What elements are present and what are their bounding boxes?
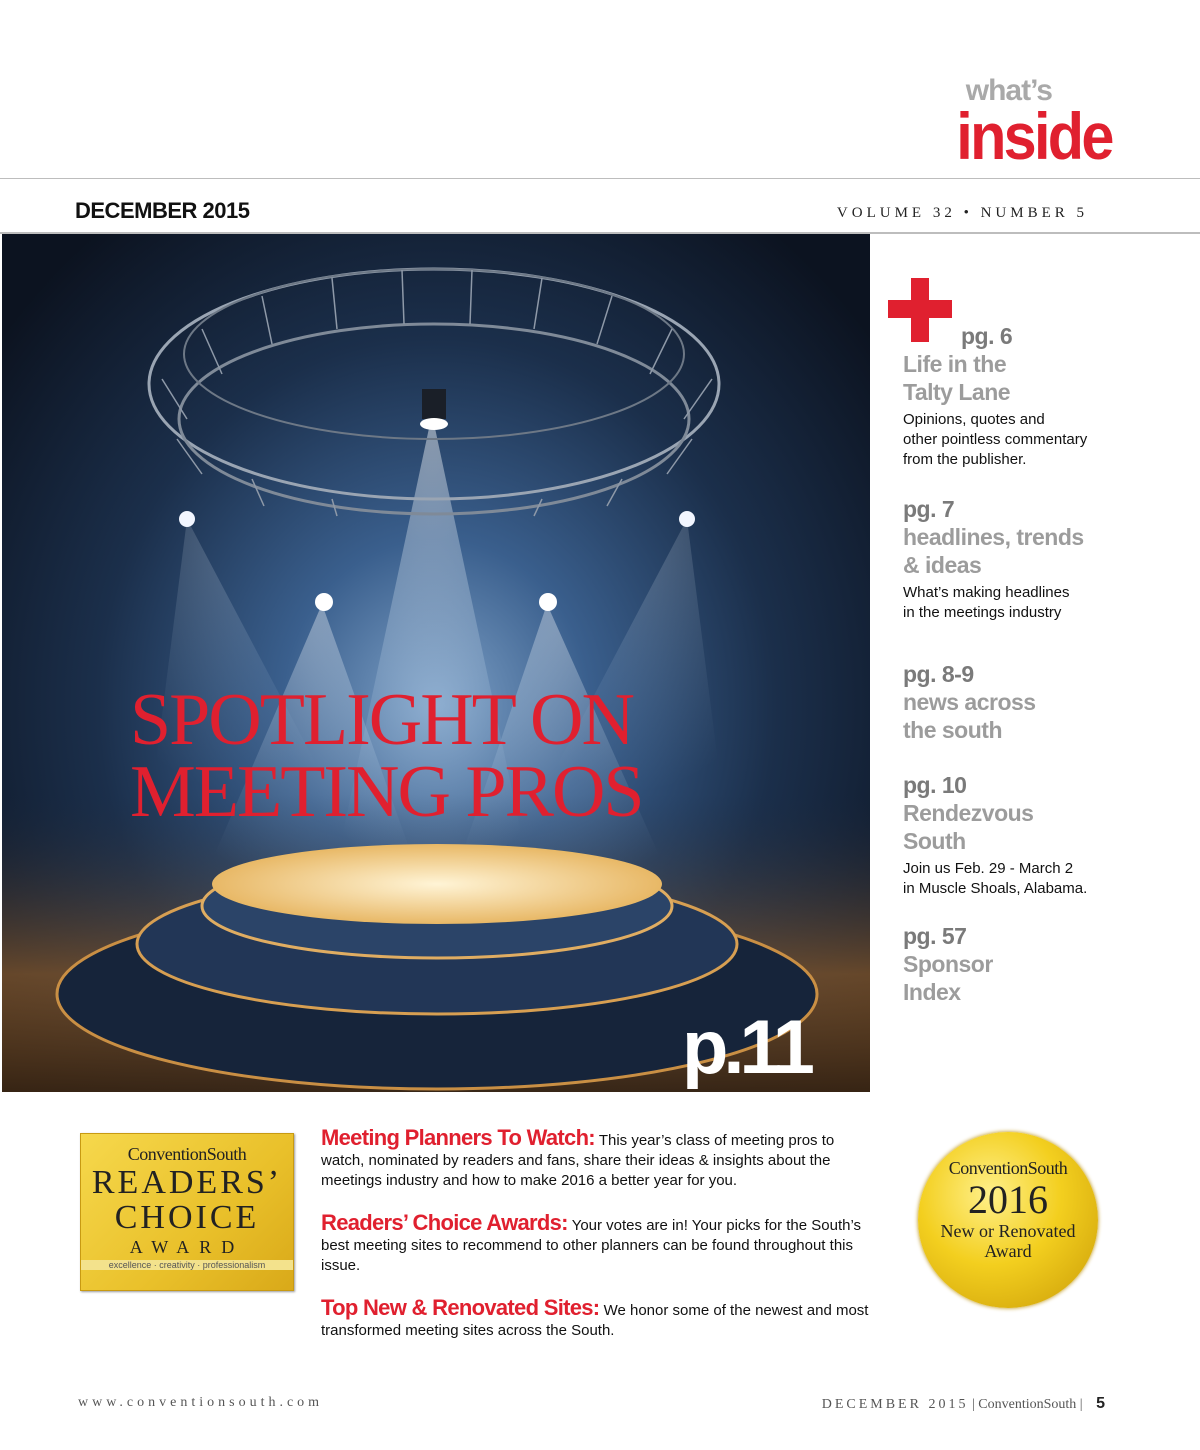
toc-heading: Life in the: [903, 351, 1007, 377]
spotlight: [179, 511, 195, 527]
toc-heading: & ideas: [903, 552, 982, 578]
feature-item[interactable]: [321, 1210, 881, 1276]
spotlight: [539, 593, 557, 611]
badge-tagline: excellence · creativity · professionalism: [81, 1260, 293, 1270]
seal-label: Award: [984, 1241, 1032, 1261]
badge-text: CHOICE: [114, 1199, 260, 1236]
footer-brand: ConventionSouth: [978, 1397, 1077, 1412]
feature-heading: Readers’ Choice Awards:: [321, 1210, 568, 1235]
toc-page-number: pg. 8-9: [903, 661, 974, 687]
feature-text: We honor some of the newest and most transformed meeting sites across the South.: [321, 1302, 869, 1339]
cover-page-ref[interactable]: p.11: [682, 1005, 810, 1090]
toc-item[interactable]: [903, 322, 1163, 470]
toc-page-number: pg. 6: [961, 323, 1013, 349]
section-title-big: inside: [956, 99, 1112, 173]
toc-heading: Index: [903, 979, 961, 1005]
toc-item[interactable]: [903, 922, 1163, 1006]
badge-text: READERS’: [91, 1164, 283, 1201]
page-number: 5: [1096, 1395, 1105, 1412]
feature-heading: Top New & Renovated Sites:: [321, 1295, 600, 1320]
divider: [0, 178, 1200, 179]
seal-brand: ConventionSouth: [948, 1158, 1068, 1178]
cover-image[interactable]: [2, 234, 870, 1092]
feature-text: This year’s class of meeting pros to watch, nominated by readers and fans, share their ideas & insights about the meetings industry and how to make 2016 a better year for you.: [321, 1132, 835, 1189]
feature-heading: Meeting Planners To Watch:: [321, 1125, 595, 1150]
feature-item[interactable]: [321, 1295, 881, 1341]
award-seal: [900, 1128, 1116, 1312]
spotlight: [422, 389, 446, 419]
badge-text: AWARD: [129, 1237, 245, 1257]
toc-heading: South: [903, 828, 966, 854]
seal-label: New or Renovated: [940, 1221, 1076, 1241]
badge-brand: ConventionSouth: [127, 1144, 247, 1164]
footer-folio: DECEMBER 2015 | ConventionSouth | 5: [821, 1395, 1105, 1412]
stage-illustration: [2, 234, 870, 1092]
feature-text: Your votes are in! Your picks for the South’s best meeting sites to recommend to other planners can be found throughout this issue.: [321, 1217, 862, 1274]
cover-headline-line: SPOTLIGHT ON: [130, 679, 633, 761]
toc-heading: headlines, trends: [903, 524, 1084, 550]
toc-description: Opinions, quotes and other pointless commentary from the publisher.: [903, 411, 1088, 468]
cover-headline: [130, 679, 643, 833]
issue-date: DECEMBER 2015: [75, 198, 250, 223]
toc-description: What’s making headlines in the meetings industry: [903, 584, 1070, 621]
volume-number: VOLUME 32 • NUMBER 5: [836, 205, 1088, 221]
section-title: [939, 74, 1112, 173]
toc-heading: Talty Lane: [903, 379, 1011, 405]
spotlight: [679, 511, 695, 527]
toc-heading: Rendezvous: [903, 800, 1034, 826]
spotlight: [315, 593, 333, 611]
footer-url[interactable]: www.conventionsouth.com: [78, 1395, 324, 1410]
readers-choice-badge: [80, 1133, 294, 1291]
toc-item[interactable]: [903, 495, 1163, 623]
toc-heading: Sponsor: [903, 951, 993, 977]
seal-text: [918, 1158, 1098, 1261]
section-title-small: what’s: [965, 74, 1052, 107]
footer-date: DECEMBER 2015: [821, 1397, 969, 1412]
toc-item[interactable]: [903, 771, 1163, 899]
toc-description: Join us Feb. 29 - March 2 in Muscle Shoals, Alabama.: [903, 860, 1088, 897]
toc-page-number: pg. 7: [903, 496, 955, 522]
feature-item[interactable]: [321, 1125, 881, 1191]
toc-heading: the south: [903, 717, 1002, 743]
cover-headline-line: MEETING PROS: [130, 751, 643, 833]
seal-year: 2016: [968, 1177, 1048, 1222]
feature-list: [321, 1125, 881, 1363]
toc-item[interactable]: [903, 660, 1163, 744]
stage-top: [212, 844, 662, 924]
toc-page-number: pg. 10: [903, 772, 967, 798]
toc-page-number: pg. 57: [903, 923, 967, 949]
toc-heading: news across: [903, 689, 1036, 715]
